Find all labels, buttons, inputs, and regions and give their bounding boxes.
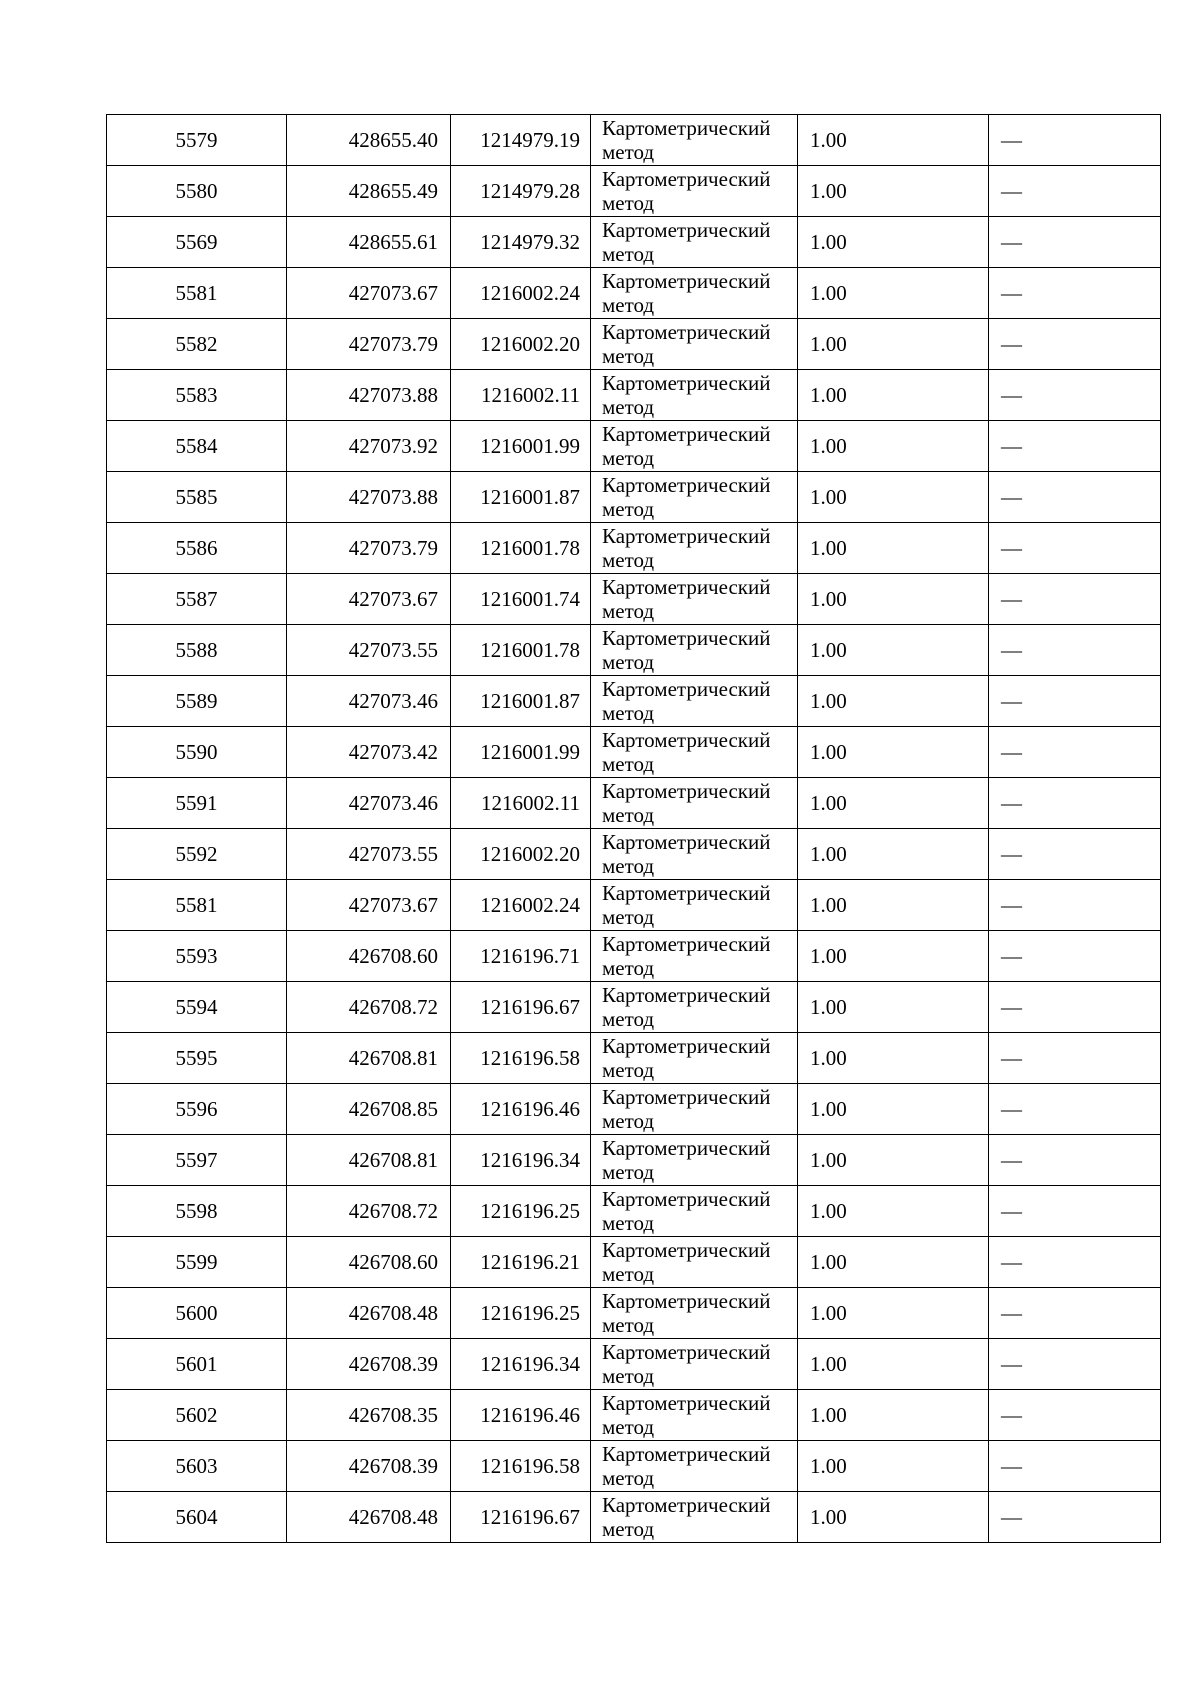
description-cell: — (989, 217, 1161, 268)
x-coordinate-cell: 428655.61 (287, 217, 451, 268)
method-cell (591, 1135, 798, 1186)
method-text-line: метод (602, 1160, 655, 1184)
method-cell (591, 727, 798, 778)
accuracy-cell: 1.00 (798, 1492, 989, 1543)
method-text-line: метод (602, 191, 655, 215)
description-cell: — (989, 421, 1161, 472)
table-row (107, 880, 1161, 931)
accuracy-cell: 1.00 (798, 574, 989, 625)
method-text-line: метод (602, 1364, 655, 1388)
accuracy-cell: 1.00 (798, 1390, 989, 1441)
description-cell: — (989, 829, 1161, 880)
method-text-line: Картометрический (602, 1340, 771, 1364)
description-cell: — (989, 115, 1161, 166)
method-cell (591, 1033, 798, 1084)
method-text-line: метод (602, 1313, 655, 1337)
point-number-cell: 5600 (107, 1288, 287, 1339)
method-cell (591, 1441, 798, 1492)
accuracy-cell: 1.00 (798, 217, 989, 268)
method-cell (591, 1492, 798, 1543)
method-cell (591, 982, 798, 1033)
method-text-line: Картометрический (602, 473, 771, 497)
x-coordinate-cell: 428655.40 (287, 115, 451, 166)
point-number-cell: 5591 (107, 778, 287, 829)
method-text-line: метод (602, 752, 655, 776)
table-row (107, 727, 1161, 778)
point-number-cell: 5569 (107, 217, 287, 268)
accuracy-cell: 1.00 (798, 115, 989, 166)
point-number-cell: 5596 (107, 1084, 287, 1135)
table-row (107, 1288, 1161, 1339)
y-coordinate-cell: 1216001.78 (451, 523, 591, 574)
table-row (107, 1339, 1161, 1390)
table-row (107, 523, 1161, 574)
accuracy-cell: 1.00 (798, 472, 989, 523)
method-text-line: метод (602, 344, 655, 368)
y-coordinate-cell: 1216196.34 (451, 1135, 591, 1186)
method-text-line: Картометрический (602, 932, 771, 956)
x-coordinate-cell: 426708.39 (287, 1339, 451, 1390)
method-text-line: Картометрический (602, 830, 771, 854)
point-number-cell: 5590 (107, 727, 287, 778)
accuracy-cell: 1.00 (798, 778, 989, 829)
y-coordinate-cell: 1216196.46 (451, 1084, 591, 1135)
x-coordinate-cell: 426708.48 (287, 1288, 451, 1339)
method-text-line: Картометрический (602, 779, 771, 803)
method-text-line: Картометрический (602, 1391, 771, 1415)
point-number-cell: 5582 (107, 319, 287, 370)
x-coordinate-cell: 427073.67 (287, 574, 451, 625)
method-text-line: метод (602, 701, 655, 725)
description-cell: — (989, 1390, 1161, 1441)
method-text-line: метод (602, 956, 655, 980)
point-number-cell: 5592 (107, 829, 287, 880)
point-number-cell: 5598 (107, 1186, 287, 1237)
method-text-line: Картометрический (602, 1442, 771, 1466)
y-coordinate-cell: 1216001.99 (451, 727, 591, 778)
x-coordinate-cell: 427073.46 (287, 676, 451, 727)
method-text-line: Картометрический (602, 983, 771, 1007)
accuracy-cell: 1.00 (798, 523, 989, 574)
x-coordinate-cell: 427073.55 (287, 625, 451, 676)
y-coordinate-cell: 1216196.25 (451, 1186, 591, 1237)
method-text-line: Картометрический (602, 218, 771, 242)
point-number-cell: 5581 (107, 268, 287, 319)
table-row (107, 778, 1161, 829)
method-text-line: Картометрический (602, 320, 771, 344)
table-row (107, 931, 1161, 982)
point-number-cell: 5580 (107, 166, 287, 217)
method-text-line: метод (602, 650, 655, 674)
y-coordinate-cell: 1216196.67 (451, 982, 591, 1033)
x-coordinate-cell: 426708.60 (287, 931, 451, 982)
description-cell: — (989, 268, 1161, 319)
y-coordinate-cell: 1214979.19 (451, 115, 591, 166)
method-cell (591, 370, 798, 421)
table-row (107, 268, 1161, 319)
point-number-cell: 5579 (107, 115, 287, 166)
accuracy-cell: 1.00 (798, 676, 989, 727)
description-cell: — (989, 676, 1161, 727)
y-coordinate-cell: 1216002.20 (451, 829, 591, 880)
y-coordinate-cell: 1216196.34 (451, 1339, 591, 1390)
y-coordinate-cell: 1214979.32 (451, 217, 591, 268)
method-cell (591, 1084, 798, 1135)
x-coordinate-cell: 426708.39 (287, 1441, 451, 1492)
point-number-cell: 5604 (107, 1492, 287, 1543)
x-coordinate-cell: 427073.92 (287, 421, 451, 472)
description-cell: — (989, 1033, 1161, 1084)
method-text-line: метод (602, 1517, 655, 1541)
accuracy-cell: 1.00 (798, 268, 989, 319)
description-cell: — (989, 880, 1161, 931)
method-text-line: метод (602, 293, 655, 317)
point-number-cell: 5587 (107, 574, 287, 625)
description-cell: — (989, 166, 1161, 217)
accuracy-cell: 1.00 (798, 1033, 989, 1084)
point-number-cell: 5597 (107, 1135, 287, 1186)
method-cell (591, 217, 798, 268)
point-number-cell: 5593 (107, 931, 287, 982)
table-row (107, 1441, 1161, 1492)
table-row (107, 1084, 1161, 1135)
method-cell (591, 880, 798, 931)
method-cell (591, 625, 798, 676)
accuracy-cell: 1.00 (798, 1288, 989, 1339)
table-row (107, 370, 1161, 421)
method-cell (591, 421, 798, 472)
x-coordinate-cell: 427073.79 (287, 319, 451, 370)
table-row (107, 166, 1161, 217)
method-cell (591, 319, 798, 370)
method-text-line: метод (602, 497, 655, 521)
y-coordinate-cell: 1214979.28 (451, 166, 591, 217)
description-cell: — (989, 1186, 1161, 1237)
y-coordinate-cell: 1216001.99 (451, 421, 591, 472)
y-coordinate-cell: 1216002.20 (451, 319, 591, 370)
y-coordinate-cell: 1216002.11 (451, 778, 591, 829)
description-cell: — (989, 1237, 1161, 1288)
point-number-cell: 5601 (107, 1339, 287, 1390)
y-coordinate-cell: 1216001.74 (451, 574, 591, 625)
method-cell (591, 472, 798, 523)
table-row (107, 625, 1161, 676)
x-coordinate-cell: 427073.88 (287, 472, 451, 523)
method-text-line: метод (602, 1058, 655, 1082)
description-cell: — (989, 1084, 1161, 1135)
description-cell: — (989, 1135, 1161, 1186)
method-text-line: Картометрический (602, 626, 771, 650)
point-number-cell: 5581 (107, 880, 287, 931)
y-coordinate-cell: 1216002.24 (451, 268, 591, 319)
accuracy-cell: 1.00 (798, 1135, 989, 1186)
point-number-cell: 5586 (107, 523, 287, 574)
x-coordinate-cell: 427073.88 (287, 370, 451, 421)
method-text-line: Картометрический (602, 371, 771, 395)
method-text-line: Картометрический (602, 1136, 771, 1160)
description-cell: — (989, 982, 1161, 1033)
point-number-cell: 5602 (107, 1390, 287, 1441)
x-coordinate-cell: 426708.48 (287, 1492, 451, 1543)
accuracy-cell: 1.00 (798, 1339, 989, 1390)
method-text-line: Картометрический (602, 422, 771, 446)
method-cell (591, 1390, 798, 1441)
table-row (107, 1390, 1161, 1441)
description-cell: — (989, 370, 1161, 421)
table-row (107, 1033, 1161, 1084)
method-text-line: метод (602, 1262, 655, 1286)
method-text-line: метод (602, 1466, 655, 1490)
x-coordinate-cell: 426708.72 (287, 982, 451, 1033)
method-text-line: Картометрический (602, 1493, 771, 1517)
x-coordinate-cell: 426708.81 (287, 1033, 451, 1084)
accuracy-cell: 1.00 (798, 1084, 989, 1135)
table-row (107, 1186, 1161, 1237)
accuracy-cell: 1.00 (798, 625, 989, 676)
x-coordinate-cell: 426708.81 (287, 1135, 451, 1186)
method-text-line: Картометрический (602, 728, 771, 752)
description-cell: — (989, 574, 1161, 625)
description-cell: — (989, 778, 1161, 829)
table-row (107, 1135, 1161, 1186)
point-number-cell: 5588 (107, 625, 287, 676)
y-coordinate-cell: 1216002.11 (451, 370, 591, 421)
description-cell: — (989, 1492, 1161, 1543)
method-cell (591, 829, 798, 880)
method-text-line: Картометрический (602, 167, 771, 191)
y-coordinate-cell: 1216001.87 (451, 472, 591, 523)
method-cell (591, 1237, 798, 1288)
y-coordinate-cell: 1216001.78 (451, 625, 591, 676)
point-number-cell: 5603 (107, 1441, 287, 1492)
method-cell (591, 115, 798, 166)
method-text-line: Картометрический (602, 881, 771, 905)
method-text-line: Картометрический (602, 575, 771, 599)
x-coordinate-cell: 426708.72 (287, 1186, 451, 1237)
method-cell (591, 574, 798, 625)
point-number-cell: 5599 (107, 1237, 287, 1288)
accuracy-cell: 1.00 (798, 829, 989, 880)
x-coordinate-cell: 426708.60 (287, 1237, 451, 1288)
table-row (107, 319, 1161, 370)
y-coordinate-cell: 1216196.71 (451, 931, 591, 982)
x-coordinate-cell: 426708.85 (287, 1084, 451, 1135)
method-cell (591, 778, 798, 829)
accuracy-cell: 1.00 (798, 1441, 989, 1492)
method-text-line: метод (602, 1109, 655, 1133)
table-row (107, 676, 1161, 727)
table-row (107, 574, 1161, 625)
y-coordinate-cell: 1216196.58 (451, 1441, 591, 1492)
accuracy-cell: 1.00 (798, 1186, 989, 1237)
point-number-cell: 5585 (107, 472, 287, 523)
y-coordinate-cell: 1216196.25 (451, 1288, 591, 1339)
x-coordinate-cell: 427073.79 (287, 523, 451, 574)
x-coordinate-cell: 427073.46 (287, 778, 451, 829)
x-coordinate-cell: 428655.49 (287, 166, 451, 217)
method-text-line: метод (602, 548, 655, 572)
y-coordinate-cell: 1216196.21 (451, 1237, 591, 1288)
accuracy-cell: 1.00 (798, 982, 989, 1033)
method-text-line: метод (602, 803, 655, 827)
method-text-line: метод (602, 599, 655, 623)
method-cell (591, 1339, 798, 1390)
accuracy-cell: 1.00 (798, 931, 989, 982)
description-cell: — (989, 523, 1161, 574)
method-cell (591, 1288, 798, 1339)
accuracy-cell: 1.00 (798, 421, 989, 472)
method-text-line: метод (602, 1415, 655, 1439)
method-text-line: Картометрический (602, 1187, 771, 1211)
method-text-line: метод (602, 854, 655, 878)
coordinates-table-body (107, 115, 1161, 1543)
method-text-line: Картометрический (602, 116, 771, 140)
accuracy-cell: 1.00 (798, 727, 989, 778)
accuracy-cell: 1.00 (798, 319, 989, 370)
table-row (107, 1237, 1161, 1288)
point-number-cell: 5589 (107, 676, 287, 727)
method-text-line: метод (602, 242, 655, 266)
y-coordinate-cell: 1216196.58 (451, 1033, 591, 1084)
table-row (107, 115, 1161, 166)
accuracy-cell: 1.00 (798, 370, 989, 421)
table-row (107, 982, 1161, 1033)
y-coordinate-cell: 1216001.87 (451, 676, 591, 727)
point-number-cell: 5583 (107, 370, 287, 421)
x-coordinate-cell: 427073.67 (287, 880, 451, 931)
description-cell: — (989, 472, 1161, 523)
method-cell (591, 523, 798, 574)
description-cell: — (989, 319, 1161, 370)
method-text-line: метод (602, 1211, 655, 1235)
method-text-line: Картометрический (602, 1085, 771, 1109)
x-coordinate-cell: 426708.35 (287, 1390, 451, 1441)
coordinates-table (106, 114, 1161, 1543)
point-number-cell: 5584 (107, 421, 287, 472)
method-text-line: Картометрический (602, 677, 771, 701)
method-text-line: метод (602, 395, 655, 419)
method-cell (591, 166, 798, 217)
y-coordinate-cell: 1216196.67 (451, 1492, 591, 1543)
method-cell (591, 268, 798, 319)
table-row (107, 1492, 1161, 1543)
table-row (107, 829, 1161, 880)
x-coordinate-cell: 427073.67 (287, 268, 451, 319)
accuracy-cell: 1.00 (798, 880, 989, 931)
description-cell: — (989, 625, 1161, 676)
x-coordinate-cell: 427073.55 (287, 829, 451, 880)
description-cell: — (989, 1441, 1161, 1492)
table-row (107, 421, 1161, 472)
table-row (107, 472, 1161, 523)
method-text-line: метод (602, 1007, 655, 1031)
method-text-line: Картометрический (602, 1238, 771, 1262)
method-text-line: метод (602, 140, 655, 164)
description-cell: — (989, 931, 1161, 982)
x-coordinate-cell: 427073.42 (287, 727, 451, 778)
description-cell: — (989, 727, 1161, 778)
method-text-line: Картометрический (602, 1034, 771, 1058)
method-text-line: метод (602, 446, 655, 470)
description-cell: — (989, 1288, 1161, 1339)
method-text-line: Картометрический (602, 269, 771, 293)
method-cell (591, 1186, 798, 1237)
method-text-line: Картометрический (602, 1289, 771, 1313)
point-number-cell: 5594 (107, 982, 287, 1033)
method-cell (591, 676, 798, 727)
method-cell (591, 931, 798, 982)
accuracy-cell: 1.00 (798, 166, 989, 217)
y-coordinate-cell: 1216002.24 (451, 880, 591, 931)
method-text-line: Картометрический (602, 524, 771, 548)
table-row (107, 217, 1161, 268)
point-number-cell: 5595 (107, 1033, 287, 1084)
method-text-line: метод (602, 905, 655, 929)
y-coordinate-cell: 1216196.46 (451, 1390, 591, 1441)
accuracy-cell: 1.00 (798, 1237, 989, 1288)
description-cell: — (989, 1339, 1161, 1390)
